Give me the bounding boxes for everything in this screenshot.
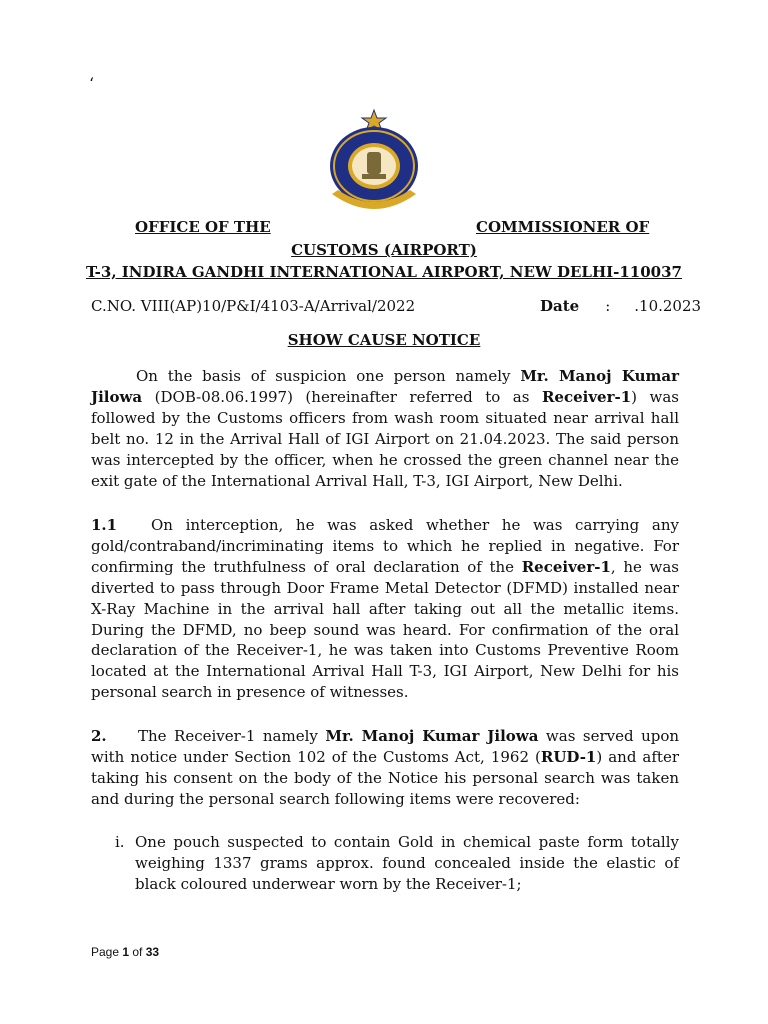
header-office-left: OFFICE OF THE: [135, 218, 271, 236]
para2-text-2: , he was diverted to pass through Door Frame Metal Detector (DFMD) installed near X-Ray Machine in the arrival hall after taking out all the metallic items. During the DFMD, no beep sound was heard. For confirmation of the oral declaration of the Receiver-1, he was taken into Customs Preventive Room located at the International Arrival Hall T-3, IGI Airport, New Delhi for his personal search in presence of witnesses.: [91, 557, 679, 702]
customs-emblem-icon: [318, 106, 450, 224]
footer-prefix: Page: [91, 945, 123, 959]
header-line-3: [0, 262, 768, 281]
date-value: .10.2023: [634, 297, 702, 315]
footer-middle: of: [129, 945, 146, 959]
list-item-text: One pouch suspected to contain Gold in chemical paste form totally weighing 1337 grams approx. found concealed inside the elastic of black coloured underwear worn by the Receiver-1;: [135, 833, 679, 893]
total-pages: 33: [145, 945, 160, 959]
case-number-value: . VIII(AP)10/P&I/4103-A/Arrival/2022: [131, 297, 416, 315]
list-item: [115, 832, 679, 895]
person-name: Mr. Manoj Kumar Jilowa: [91, 367, 679, 406]
para1-text-3: ) was followed by the Customs officers from wash room situated near arrival hall belt no. 12 in the Arrival Hall of IGI Airport on 21.04.2023. The said person was intercepted by the officer, when he crossed the green channel near the exit gate of the International Arrival Hall, T-3, IGI Airport, New Delhi.: [91, 387, 679, 490]
paragraph-2: [91, 726, 679, 810]
header-office-right: COMMISSIONER OF: [476, 218, 650, 236]
header-customs: CUSTOMS (AIRPORT): [291, 241, 477, 259]
para-number: 1.1: [91, 516, 118, 534]
para3-text-1: The Receiver-1 namely: [138, 727, 326, 745]
rud-reference: RUD-1: [540, 747, 597, 766]
current-page: 1: [122, 945, 130, 959]
header-line-2: [0, 240, 768, 259]
receiver-term: Receiver-1: [541, 387, 632, 406]
receiver-term: Receiver-1: [521, 557, 611, 576]
para-number: 2.: [91, 727, 107, 745]
page-footer: [91, 945, 159, 959]
date-label: Date: [540, 297, 580, 315]
date-line: [540, 297, 701, 315]
date-colon: :: [605, 297, 611, 315]
case-number-label: C.NO: [91, 297, 132, 315]
paragraph-intro: [91, 366, 679, 491]
stray-quote-mark: ‘: [89, 74, 95, 93]
para1-text-2: (DOB-08.06.1997) (hereinafter referred to as: [142, 387, 542, 406]
case-number: [91, 297, 415, 315]
header-address: T-3, INDIRA GANDHI INTERNATIONAL AIRPORT, NEW DELHI-110037: [86, 263, 682, 281]
para3-text-3: ) and after taking his consent on the body of the Notice his personal search was taken and during the personal search following items were recovered:: [91, 747, 679, 808]
para3-text-2: was served upon with notice under Section 102 of the Customs Act, 1962 (: [91, 727, 680, 766]
page-title: SHOW CAUSE NOTICE: [287, 331, 481, 349]
para1-text-1: On the basis of suspicion one person namely: [136, 367, 521, 385]
para2-text-1: On interception, he was asked whether he was carrying any gold/contraband/incriminating items to which he replied in negative. For confirming the truthfulness of oral declaration of the: [91, 516, 679, 576]
list-marker: i.: [115, 833, 125, 851]
person-name: Mr. Manoj Kumar Jilowa: [325, 727, 539, 745]
paragraph-1-1: [91, 515, 679, 703]
